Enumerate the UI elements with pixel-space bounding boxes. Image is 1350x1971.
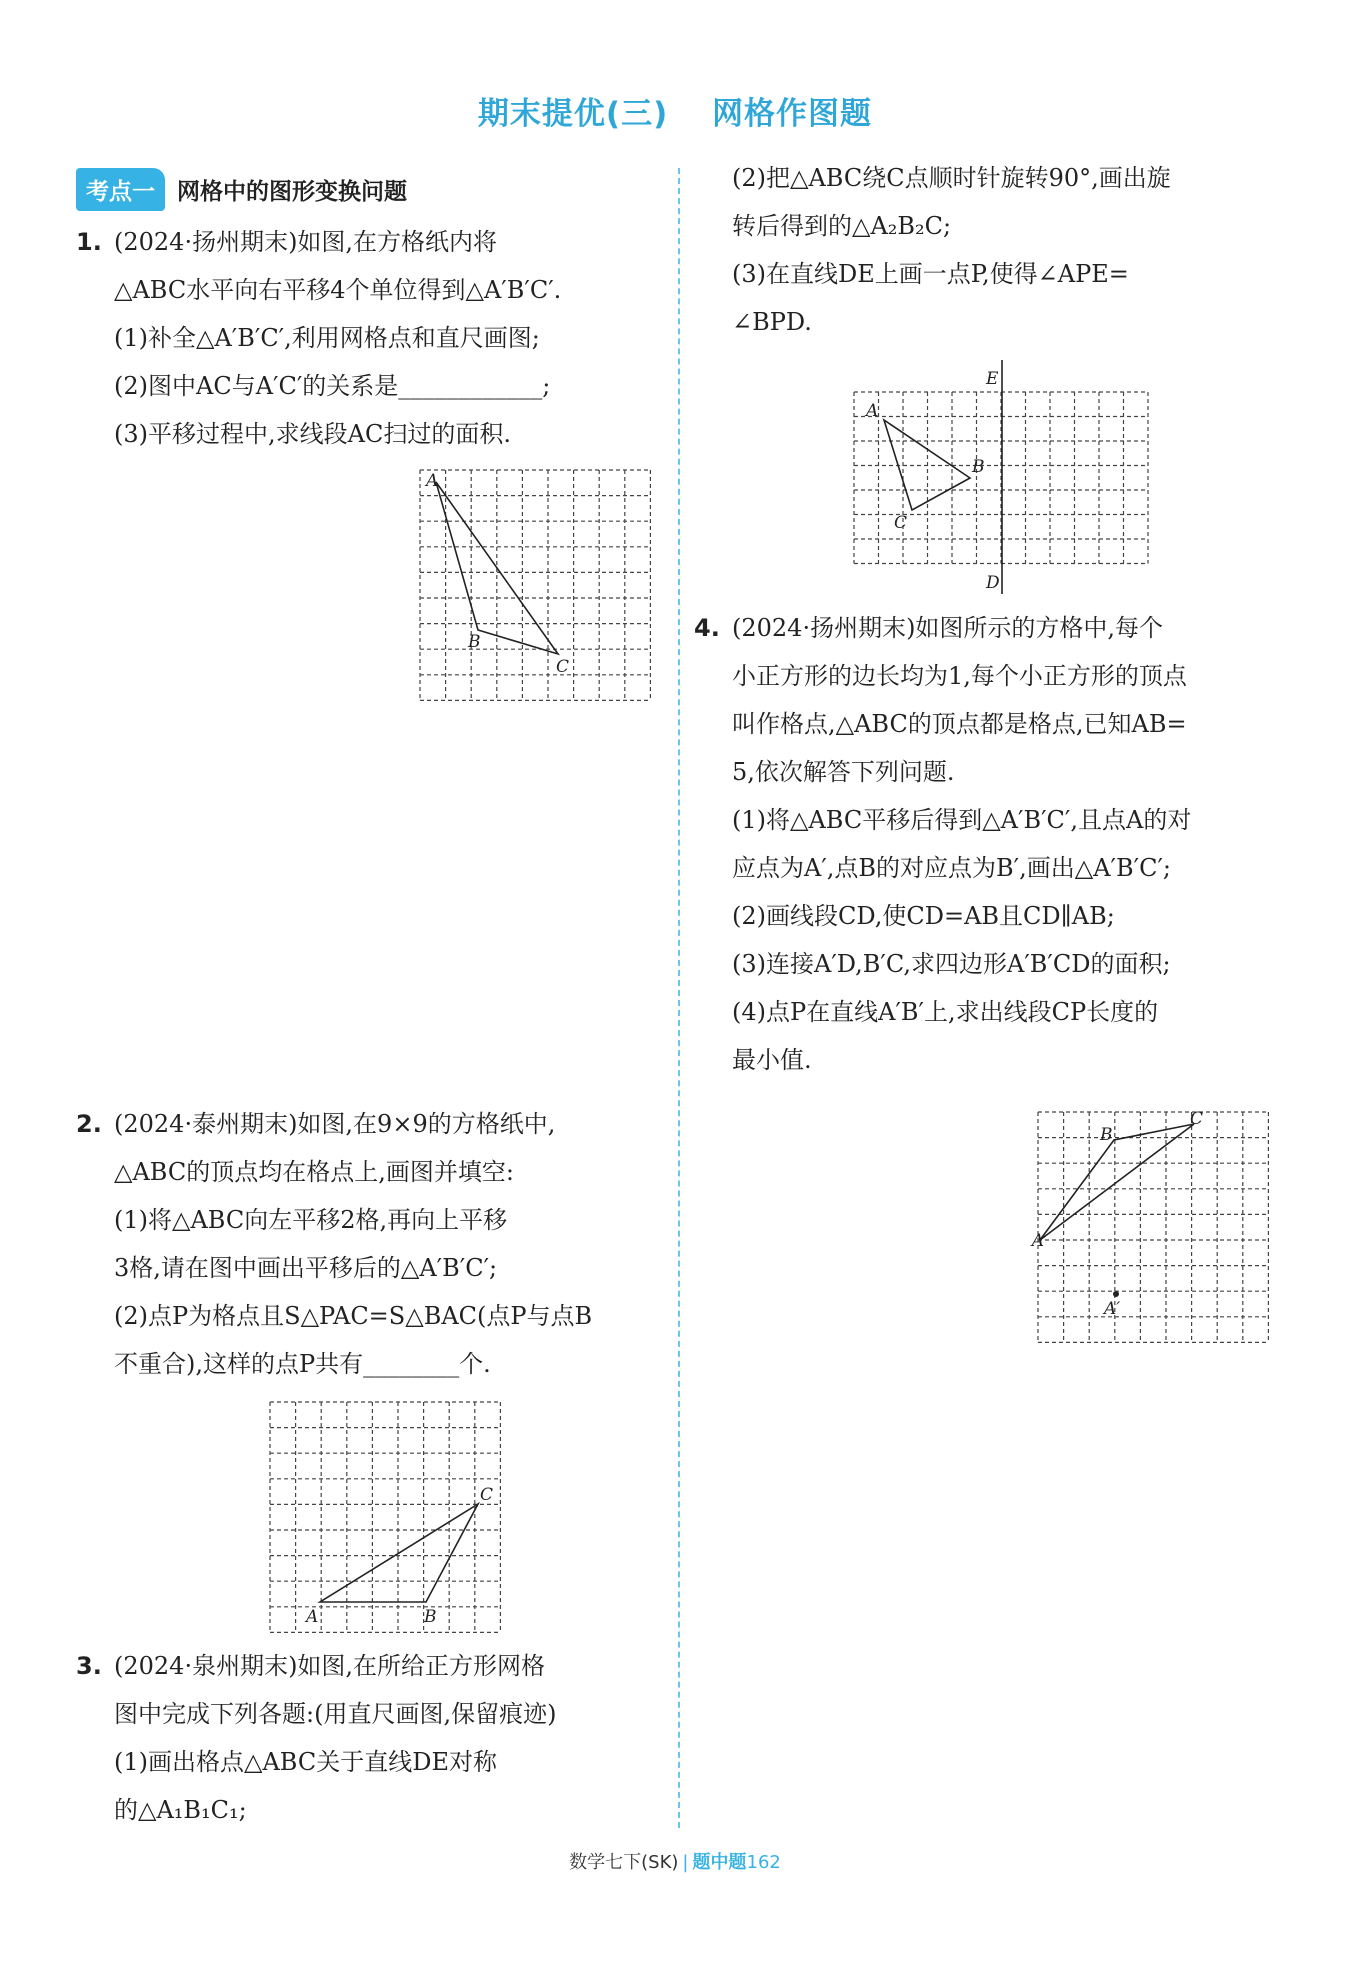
q1-text-1: (2024·扬州期末)如图,在方格纸内将 — [114, 228, 498, 256]
q4-line-3: 叫作格点,△ABC的顶点都是格点,已知AB= — [732, 710, 1187, 738]
question-3-continued — [732, 154, 1171, 346]
q4-line-2: 小正方形的边长均为1,每个小正方形的顶点 — [732, 662, 1187, 690]
q4-line-4: 5,依次解答下列问题. — [732, 758, 955, 786]
q3-label-c: C — [894, 513, 908, 533]
q3-sub-2b: 转后得到的△A₂B₂C; — [732, 212, 952, 240]
q4-point-a-prime — [1113, 1291, 1119, 1297]
q3-label-b: B — [972, 457, 985, 477]
q3-line-2: 图中完成下列各题:(用直尺画图,保留痕迹) — [114, 1700, 557, 1728]
q4-sub-3: (3)连接A′D,B′C,求四边形A′B′CD的面积; — [732, 950, 1171, 978]
q4-sub-4a: (4)点P在直线A′B′上,求出线段CP长度的 — [732, 998, 1159, 1026]
q2-sub-1a: (1)将△ABC向左平移2格,再向上平移 — [114, 1206, 508, 1234]
q4-label-a-prime: A′ — [1104, 1299, 1121, 1319]
q3-sub-1b: 的△A₁B₁C₁; — [114, 1796, 247, 1824]
q3-line-1 — [76, 1642, 556, 1690]
section-badge: 考点一 — [76, 168, 165, 211]
q4-text-1: (2024·扬州期末)如图所示的方格中,每个 — [732, 614, 1164, 642]
q4-sub-4b: 最小值. — [732, 1046, 812, 1074]
footer-separator: | — [682, 1852, 689, 1873]
page-title — [0, 88, 1350, 133]
section-title: 网格中的图形变换问题 — [177, 179, 407, 205]
q3-sub-3a: (3)在直线DE上画一点P,使得∠APE= — [732, 260, 1129, 288]
q3-label-a: A — [866, 401, 879, 421]
q1-grid-figure — [418, 468, 654, 704]
q2-grid-figure — [268, 1400, 506, 1636]
q3-label-e: E — [986, 369, 999, 389]
q3-text-1: (2024·泉州期末)如图,在所给正方形网格 — [114, 1652, 546, 1680]
question-4 — [694, 604, 1191, 1084]
q1-label-b: B — [468, 632, 481, 652]
q2-sub-2b: 不重合),这样的点P共有________个. — [114, 1350, 491, 1378]
q4-label-b: B — [1100, 1125, 1113, 1145]
q1-line-2: △ABC水平向右平移4个单位得到△A′B′C′. — [114, 276, 562, 304]
footer-book: 数学七下(SK) — [569, 1852, 679, 1873]
q4-number: 4. — [694, 614, 720, 642]
q1-line-1 — [76, 218, 561, 266]
q2-label-a: A — [306, 1607, 319, 1627]
q2-label-b: B — [424, 1607, 437, 1627]
q2-text-1: (2024·泰州期末)如图,在9×9的方格纸中, — [114, 1110, 556, 1138]
footer-section: 题中题 — [692, 1852, 747, 1873]
q3-sub-2a: (2)把△ABC绕C点顺时针旋转90°,画出旋 — [732, 164, 1171, 192]
q1-sub-3: (3)平移过程中,求线段AC扫过的面积. — [114, 420, 511, 448]
q2-label-c: C — [480, 1485, 494, 1505]
q1-label-c: C — [556, 657, 570, 677]
q1-label-a: A — [426, 471, 439, 491]
q4-sub-1b: 应点为A′,点B的对应点为B′,画出△A′B′C′; — [732, 854, 1171, 882]
question-3 — [76, 1642, 556, 1834]
q2-triangle — [320, 1504, 478, 1602]
q2-line-2: △ABC的顶点均在格点上,画图并填空: — [114, 1158, 514, 1186]
q1-number: 1. — [76, 228, 102, 256]
column-divider — [678, 168, 680, 1828]
q4-line-1 — [694, 604, 1191, 652]
q4-sub-2: (2)画线段CD,使CD=AB且CD∥AB; — [732, 902, 1115, 930]
q2-sub-1b: 3格,请在图中画出平移后的△A′B′C′; — [114, 1254, 498, 1282]
q3-sub-1a: (1)画出格点△ABC关于直线DE对称 — [114, 1748, 497, 1776]
q4-label-c: C — [1190, 1109, 1204, 1129]
page-footer — [0, 1848, 1350, 1874]
q1-sub-2: (2)图中AC与A′C′的关系是____________; — [114, 372, 551, 400]
q3-number: 3. — [76, 1652, 102, 1680]
q2-sub-2a: (2)点P为格点且S△PAC=S△BAC(点P与点B — [114, 1302, 593, 1330]
q3-sub-3b: ∠BPD. — [732, 308, 812, 336]
page-number: 162 — [746, 1852, 781, 1873]
q4-grid-figure — [1031, 1109, 1276, 1346]
q4-sub-1a: (1)将△ABC平移后得到△A′B′C′,且点A的对 — [732, 806, 1192, 834]
q3-grid-figure — [852, 360, 1154, 596]
question-1 — [76, 218, 561, 458]
q3-label-d: D — [986, 573, 1000, 593]
q4-label-a: A — [1031, 1231, 1044, 1251]
q2-number: 2. — [76, 1110, 102, 1138]
page-title-part2: 网格作图题 — [712, 96, 873, 132]
page-title-part1: 期末提优(三) — [477, 96, 669, 132]
question-2 — [76, 1100, 592, 1388]
q1-sub-1: (1)补全△A′B′C′,利用网格点和直尺画图; — [114, 324, 540, 352]
section-header — [76, 168, 407, 211]
q2-line-1 — [76, 1100, 592, 1148]
